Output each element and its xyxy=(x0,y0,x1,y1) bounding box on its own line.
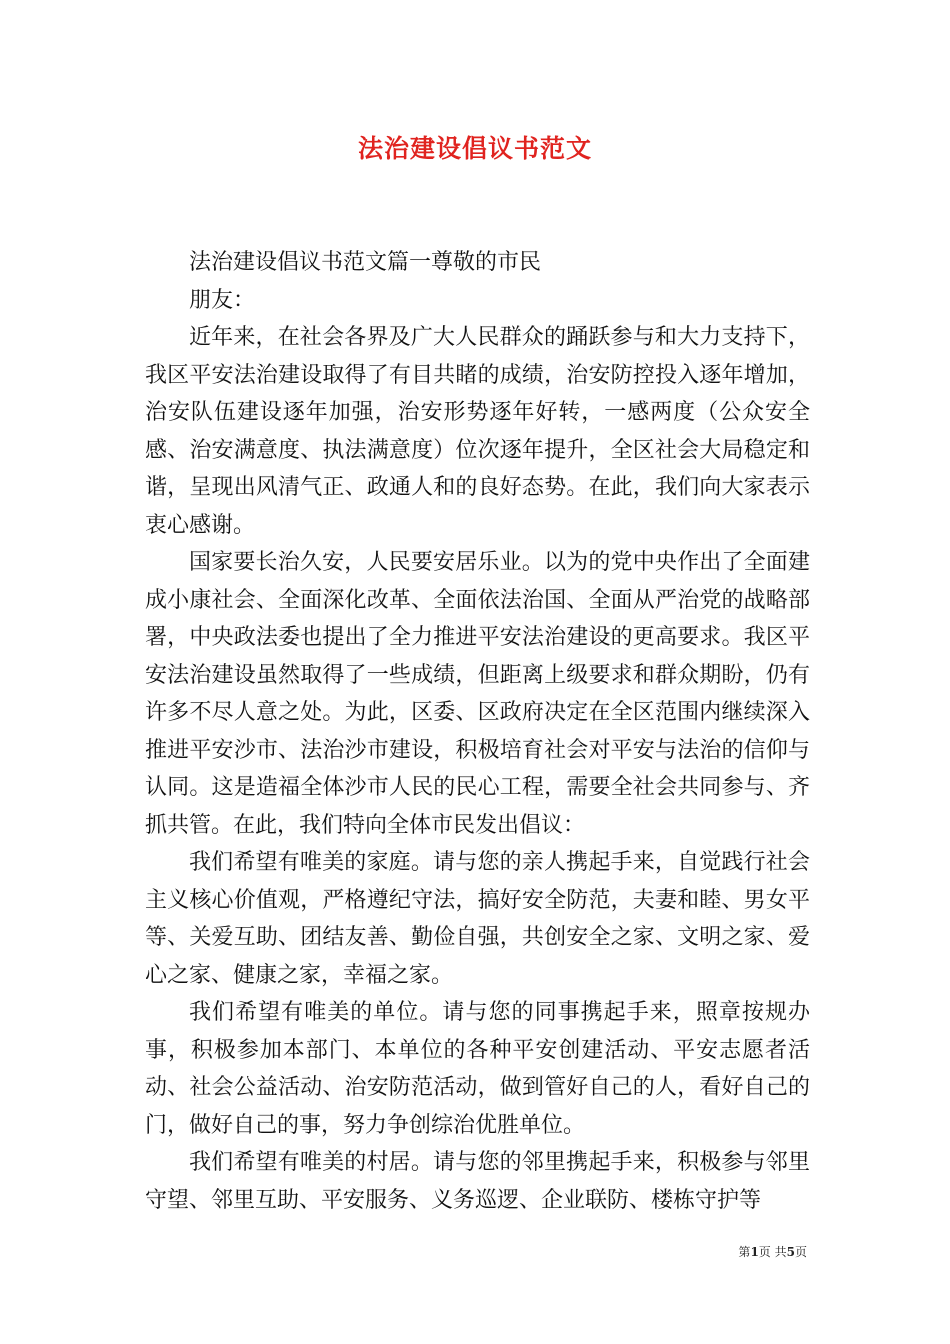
total-pages-number: 5 xyxy=(786,1245,795,1259)
document-title: 法治建设倡议书范文 xyxy=(357,134,592,163)
page-number-footer xyxy=(738,1244,807,1260)
document-body xyxy=(145,244,810,1219)
paragraph: 近年来，在社会各界及广大人民群众的踊跃参与和大力支持下，我区平安法治建设取得了有目共睹的成绩，治安防控投入逐年增加，治安队伍建设逐年加强，治安形势逐年好转，一感两度（公众安全感、治安满意度、执法满意度）位次逐年提升，全区社会大局稳定和谐，呈现出风清气正、政通人和的良好态势。在此，我们向大家表示衷心感谢。 xyxy=(145,325,810,538)
paragraph: 国家要长治久安，人民要安居乐业。以为的党中央作出了全面建成小康社会、全面深化改革、全面依法治国、全面从严治党的战略部署，中央政法委也提出了全力推进平安法治建设的更高要求。我区平安法治建设虽然取得了一些成绩，但距离上级要求和群众期盼，仍有许多不尽人意之处。为此，区委、区政府决定在全区范围内继续深入推进平安沙市、法治沙市建设，积极培育社会对平安与法治的信仰与认同。这是造福全体沙市人民的民心工程，需要全社会共同参与、齐抓共管。在此，我们特向全体市民发出倡议： xyxy=(145,550,810,838)
current-page-number: 1 xyxy=(750,1245,759,1259)
paragraph: 我们希望有唯美的村居。请与您的邻里携起手来，积极参与邻里守望、邻里互助、平安服务、义务巡逻、企业联防、楼栋守护等 xyxy=(145,1150,810,1213)
paragraph: 我们希望有唯美的家庭。请与您的亲人携起手来，自觉践行社会主义核心价值观，严格遵纪守法，搞好安全防范，夫妻和睦、男女平等、关爱互助、团结友善、勤俭自强，共创安全之家、文明之家、爱心之家、健康之家，幸福之家。 xyxy=(145,850,810,988)
paragraph: 我们希望有唯美的单位。请与您的同事携起手来，照章按规办事，积极参加本部门、本单位的各种平安创建活动、平安志愿者活动、社会公益活动、治安防范活动，做到管好自己的人，看好自己的门，做好自己的事，努力争创综治优胜单位。 xyxy=(145,1000,810,1138)
paragraph-salutation-line2: 朋友： xyxy=(189,287,256,313)
footer-suffix: 页 xyxy=(794,1245,807,1259)
footer-middle: 页 共 xyxy=(758,1245,787,1259)
footer-prefix: 第 xyxy=(738,1245,751,1259)
paragraph-salutation-line1: 法治建设倡议书范文篇一尊敬的市民 xyxy=(189,250,542,275)
